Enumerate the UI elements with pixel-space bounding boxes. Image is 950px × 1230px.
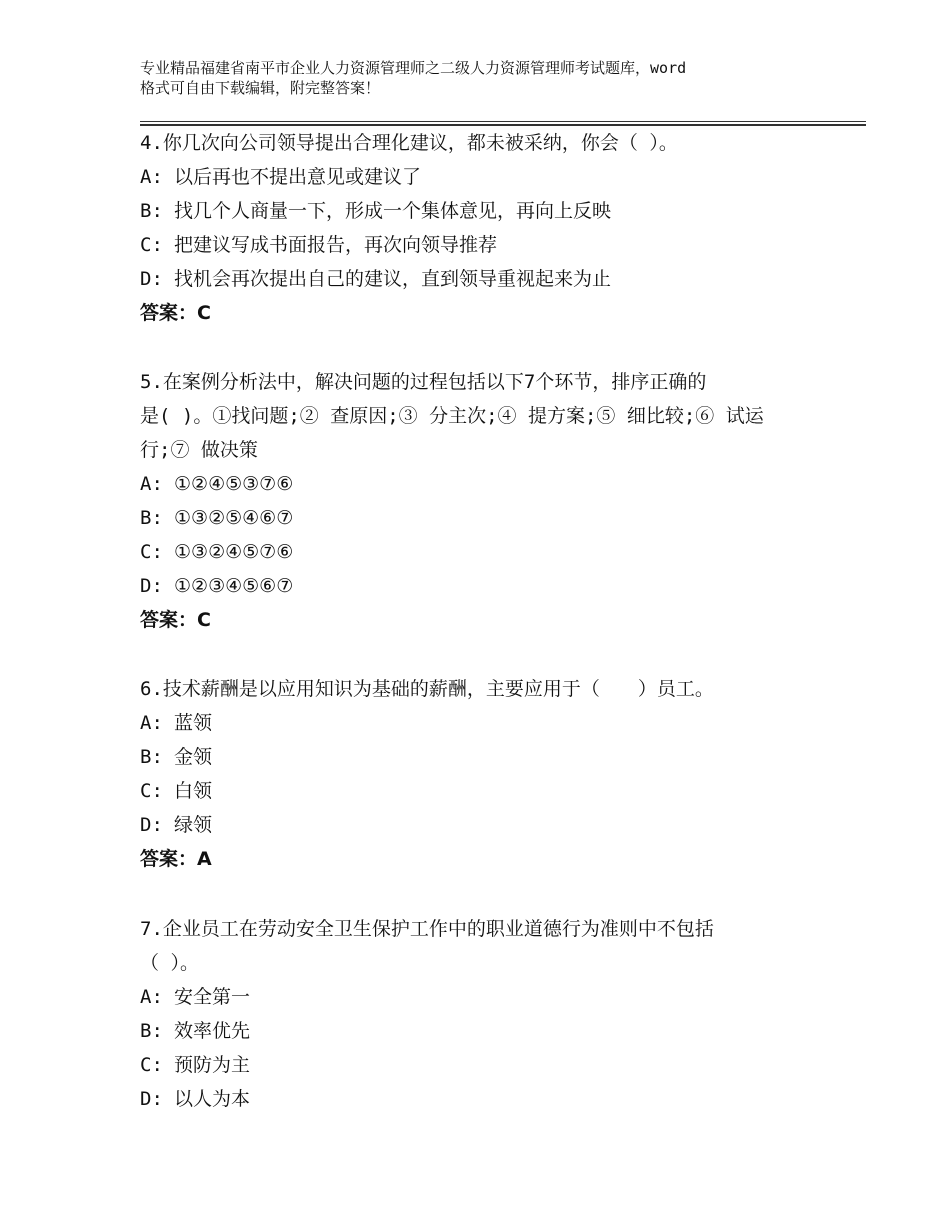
option-a [140,980,860,1014]
question-stem-line-2: （ ）。 [140,952,199,974]
option-d [140,569,860,603]
option-text: 金领 [174,746,213,768]
document-header [140,58,840,98]
option-key: C: [140,234,163,256]
option-a [140,160,860,194]
option-text: 效率优先 [174,1020,251,1042]
header-line-2: 格式可自由下载编辑，附完整答案！ [140,79,381,97]
question-5 [140,365,860,637]
option-key: B: [140,1020,163,1042]
option-d [140,1082,860,1116]
question-stem: 6.技术薪酬是以应用知识为基础的薪酬，主要应用于（ ）员工。 [140,678,714,700]
option-key: A: [140,166,163,188]
answer-line: 答案：C [140,609,211,631]
option-key: D: [140,814,163,836]
option-c [140,774,860,808]
option-text: 蓝领 [174,712,213,734]
option-key: C: [140,1054,163,1076]
answer-line: 答案：A [140,848,212,870]
question-stem-line-1: 7.企业员工在劳动安全卫生保护工作中的职业道德行为准则中不包括 [140,918,714,940]
option-a [140,467,860,501]
option-key: B: [140,200,163,222]
option-text: 找几个人商量一下，形成一个集体意见，再向上反映 [174,200,612,222]
option-c [140,228,860,262]
option-key: A: [140,473,163,495]
option-key: A: [140,712,163,734]
option-key: D: [140,1088,163,1110]
option-c [140,535,860,569]
option-text: 预防为主 [174,1054,251,1076]
option-key: A: [140,986,163,1008]
option-key: B: [140,507,163,529]
option-key: C: [140,541,163,563]
option-text: ①③②④⑤⑦⑥ [174,541,294,563]
option-text: 把建议写成书面报告，再次向领导推荐 [174,234,498,256]
option-text: ①②③④⑤⑥⑦ [174,575,294,597]
option-d [140,808,860,842]
question-stem-line-1: 5.在案例分析法中，解决问题的过程包括以下7个环节，排序正确的 [140,371,707,393]
option-d [140,262,860,296]
question-stem-line-3: 行;⑦ 做决策 [140,439,258,461]
question-6 [140,672,860,876]
option-a [140,706,860,740]
option-text: ①②④⑤③⑦⑥ [174,473,294,495]
option-text: 找机会再次提出自己的建议，直到领导重视起来为止 [174,268,612,290]
option-text: 以后再也不提出意见或建议了 [174,166,422,188]
option-text: ①③②⑤④⑥⑦ [174,507,294,529]
option-b [140,501,860,535]
option-key: B: [140,746,163,768]
option-text: 安全第一 [174,986,251,1008]
option-b [140,1014,860,1048]
option-b [140,194,860,228]
option-b [140,740,860,774]
option-key: D: [140,575,163,597]
question-4 [140,126,860,330]
question-7 [140,912,860,1116]
option-key: C: [140,780,163,802]
header-line-1: 专业精品福建省南平市企业人力资源管理师之二级人力资源管理师考试题库，word [140,59,687,77]
option-text: 白领 [174,780,213,802]
option-text: 绿领 [174,814,213,836]
question-stem-line-2: 是( )。①找问题;② 查原因;③ 分主次;④ 提方案;⑤ 细比较;⑥ 试运 [140,405,764,427]
answer-line: 答案：C [140,302,211,324]
option-c [140,1048,860,1082]
option-text: 以人为本 [174,1088,251,1110]
question-stem: 4.你几次向公司领导提出合理化建议，都未被采纳，你会（ ）。 [140,132,678,154]
option-key: D: [140,268,163,290]
